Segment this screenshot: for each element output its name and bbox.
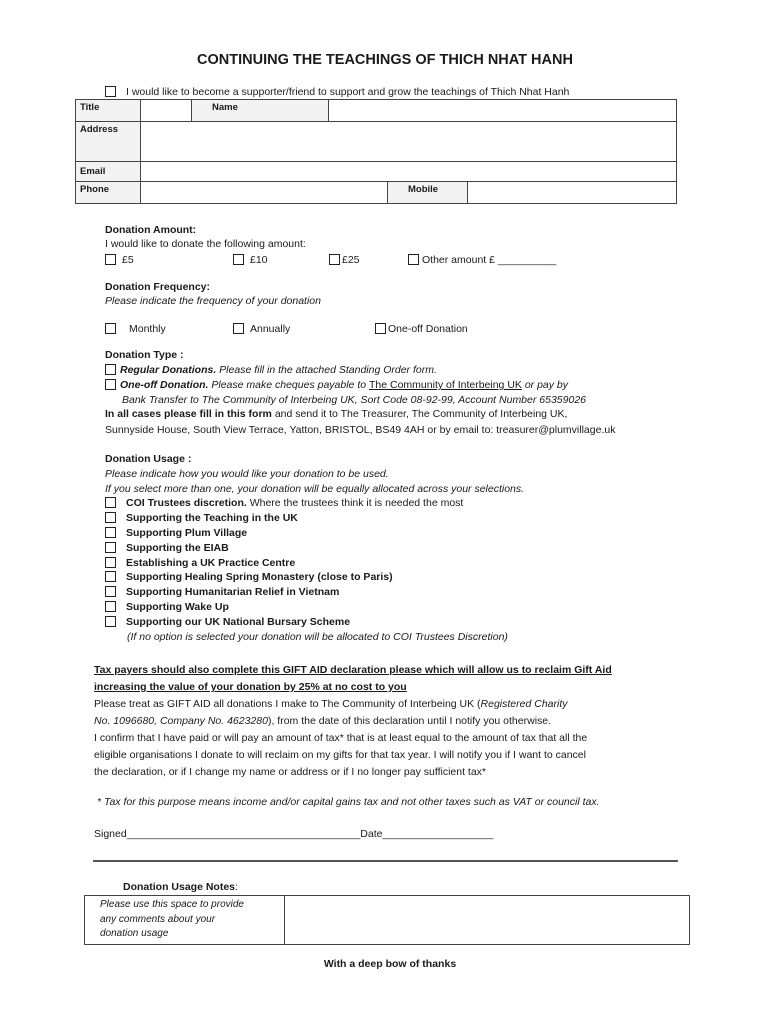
amount-10-checkbox[interactable] xyxy=(233,254,244,265)
donation-frequency-heading: Donation Frequency: xyxy=(105,281,211,293)
notes-heading-colon: : xyxy=(235,881,238,893)
notes-table xyxy=(84,895,690,945)
treasurer-address-line: Sunnyside House, South View Terrace, Yatton, BRISTOL, BS49 4AH or by email to: treasurer@plumvillage.uk xyxy=(105,424,616,436)
usage-checkbox[interactable] xyxy=(105,571,116,582)
address-input[interactable] xyxy=(141,122,677,162)
amount-5-checkbox[interactable] xyxy=(105,254,116,265)
charity-label: Registered Charity xyxy=(480,698,568,710)
charity-numbers: No. 1096680, Company No. 4623280 xyxy=(94,715,268,727)
usage-option[interactable] xyxy=(105,586,463,601)
frequency-option-annually[interactable] xyxy=(233,323,290,335)
usage-discretion-text: Where the trustees think it is needed the most xyxy=(246,497,464,509)
usage-instruction-1: Please indicate how you would like your donation to be used. xyxy=(105,468,389,480)
page-title: CONTINUING THE TEACHINGS OF THICH NHAT HANH xyxy=(197,52,573,68)
supporter-row xyxy=(105,86,569,98)
gift-aid-line-3: I confirm that I have paid or will pay an amount of tax* that is at least equal to the amount of tax that all the xyxy=(94,732,588,744)
usage-label: Supporting Healing Spring Monastery (close to Paris) xyxy=(126,571,393,584)
regular-donation-text: Please fill in the attached Standing Order form. xyxy=(216,364,437,376)
amount-option-other[interactable] xyxy=(408,254,556,266)
usage-option[interactable] xyxy=(105,571,463,586)
usage-option[interactable] xyxy=(105,527,463,542)
usage-discretion-checkbox[interactable] xyxy=(105,497,116,508)
gift-aid-line-5: the declaration, or if I change my name or address or if I no longer pay sufficient tax* xyxy=(94,766,487,778)
usage-instruction-2: If you select more than one, your donation will be equally allocated across your selections. xyxy=(105,483,525,495)
amount-25-checkbox[interactable] xyxy=(329,254,340,265)
usage-checkbox[interactable] xyxy=(105,512,116,523)
title-input[interactable] xyxy=(141,100,192,122)
notes-hint-line: Please use this space to provide xyxy=(100,899,244,910)
notes-hint-line: donation usage xyxy=(100,928,169,939)
oneoff-checkbox[interactable] xyxy=(375,323,386,334)
usage-option[interactable] xyxy=(105,512,463,527)
regular-donation-checkbox[interactable] xyxy=(105,364,116,375)
amount-option-5[interactable] xyxy=(105,254,134,266)
notes-hint-cell xyxy=(85,896,285,945)
oneoff-donation-title: One-off Donation. xyxy=(120,379,209,391)
usage-option[interactable] xyxy=(105,542,463,557)
section-divider xyxy=(93,860,678,862)
amount-25-label: £25 xyxy=(342,254,360,266)
usage-checkbox[interactable] xyxy=(105,527,116,538)
notes-heading-row xyxy=(123,881,238,893)
oneoff-donation-text: Please make cheques payable to xyxy=(208,379,369,391)
oneoff-donation-checkbox[interactable] xyxy=(105,379,116,390)
usage-label: Supporting Plum Village xyxy=(126,526,248,539)
regular-donation-row[interactable] xyxy=(105,364,437,376)
usage-option-discretion[interactable] xyxy=(105,497,463,512)
donation-usage-heading: Donation Usage : xyxy=(105,453,192,465)
usage-checkbox[interactable] xyxy=(105,601,116,612)
usage-label: Supporting Wake Up xyxy=(126,601,229,614)
oneoff-donation-row[interactable] xyxy=(105,379,568,391)
mobile-label: Mobile xyxy=(388,182,468,204)
notes-hint-line: any comments about your xyxy=(100,913,216,925)
amount-other-label: Other amount £ __________ xyxy=(422,254,557,266)
notes-input[interactable] xyxy=(285,896,690,945)
regular-donation-title: Regular Donations. xyxy=(120,364,217,376)
usage-option[interactable] xyxy=(105,601,463,616)
signature-line xyxy=(94,828,493,840)
annually-checkbox[interactable] xyxy=(233,323,244,334)
usage-checkbox[interactable] xyxy=(105,616,116,627)
usage-checkbox[interactable] xyxy=(105,542,116,553)
title-label: Title xyxy=(76,100,141,122)
closing-line: With a deep bow of thanks xyxy=(323,958,457,970)
frequency-option-oneoff[interactable] xyxy=(375,323,468,335)
amount-option-10[interactable] xyxy=(233,254,268,266)
email-input[interactable] xyxy=(141,162,677,182)
monthly-label: Monthly xyxy=(129,323,166,335)
supporter-label: I would like to become a supporter/friend to support and grow the teachings of Thich Nhat Hanh xyxy=(126,86,570,98)
gift-aid-line-4: eligible organisations I donate to will reclaim on my gifts for that tax year. I will notify you if I want to cancel xyxy=(94,749,586,761)
contact-details-table xyxy=(75,99,677,204)
usage-default-note: (If no option is selected your donation will be allocated to COI Trustees Discretion) xyxy=(127,631,508,643)
usage-options-list xyxy=(105,497,463,631)
monthly-checkbox[interactable] xyxy=(105,323,116,334)
donation-frequency-instruction: Please indicate the frequency of your donation xyxy=(105,295,321,307)
phone-label: Phone xyxy=(76,182,141,204)
name-label: Name xyxy=(192,100,329,122)
usage-checkbox[interactable] xyxy=(105,557,116,568)
all-cases-text: and send it to The Treasurer, The Community of Interbeing UK, xyxy=(271,408,568,420)
address-label: Address xyxy=(76,122,141,162)
gift-aid-text: ), from the date of this declaration until I notify you otherwise. xyxy=(267,715,552,727)
amount-10-label: £10 xyxy=(250,254,268,266)
signed-field[interactable]: Signed________________________________________ xyxy=(94,828,361,840)
tax-footnote: * Tax for this purpose means income and/or capital gains tax and not other taxes such as VAT or council tax. xyxy=(97,796,600,808)
notes-heading: Donation Usage Notes xyxy=(123,881,236,893)
gift-aid-line-1 xyxy=(94,696,694,713)
oneoff-donation-text2: or pay by xyxy=(521,379,569,391)
annually-label: Annually xyxy=(250,323,291,335)
usage-label: Supporting the EIAB xyxy=(126,541,229,554)
amount-option-25[interactable] xyxy=(329,254,360,266)
amount-other-checkbox[interactable] xyxy=(408,254,419,265)
supporter-checkbox[interactable] xyxy=(105,86,116,97)
all-cases-bold: In all cases please fill in this form xyxy=(105,408,272,420)
phone-input[interactable] xyxy=(141,182,388,204)
gift-aid-heading-2: increasing the value of your donation by 25% at no cost to you xyxy=(94,681,407,693)
gift-aid-heading-1: Tax payers should also complete this GIFT AID declaration please which will allow us to reclaim Gift Aid xyxy=(94,664,612,676)
usage-option[interactable] xyxy=(105,557,463,572)
usage-discretion-title: COI Trustees discretion. xyxy=(126,497,247,509)
mobile-input[interactable] xyxy=(468,182,677,204)
donation-amount-heading: Donation Amount: xyxy=(105,224,197,236)
gift-aid-line-2 xyxy=(94,713,694,730)
usage-checkbox[interactable] xyxy=(105,586,116,597)
payee-name: The Community of Interbeing UK xyxy=(369,379,522,391)
usage-label: Supporting the Teaching in the UK xyxy=(126,511,298,524)
name-input[interactable] xyxy=(329,100,677,122)
usage-label: Supporting Humanitarian Relief in Vietnam xyxy=(126,586,340,599)
oneoff-label: One-off Donation xyxy=(388,323,468,335)
donation-amount-intro: I would like to donate the following amount: xyxy=(105,238,306,250)
date-field[interactable]: Date___________________ xyxy=(360,828,494,840)
usage-option[interactable] xyxy=(105,616,463,631)
gift-aid-section xyxy=(94,662,694,781)
bank-transfer-line: Bank Transfer to The Community of Interbeing UK, Sort Code 08-92-99, Account Number 65359026 xyxy=(122,394,586,406)
gift-aid-text: Please treat as GIFT AID all donations I make to The Community of Interbeing UK ( xyxy=(94,698,481,710)
donation-type-heading: Donation Type : xyxy=(105,349,184,361)
email-label: Email xyxy=(76,162,141,182)
frequency-option-monthly[interactable] xyxy=(105,323,166,335)
all-cases-line xyxy=(105,408,567,420)
amount-5-label: £5 xyxy=(122,254,134,266)
usage-label: Supporting our UK National Bursary Scheme xyxy=(126,616,351,629)
usage-label: Establishing a UK Practice Centre xyxy=(126,556,296,569)
